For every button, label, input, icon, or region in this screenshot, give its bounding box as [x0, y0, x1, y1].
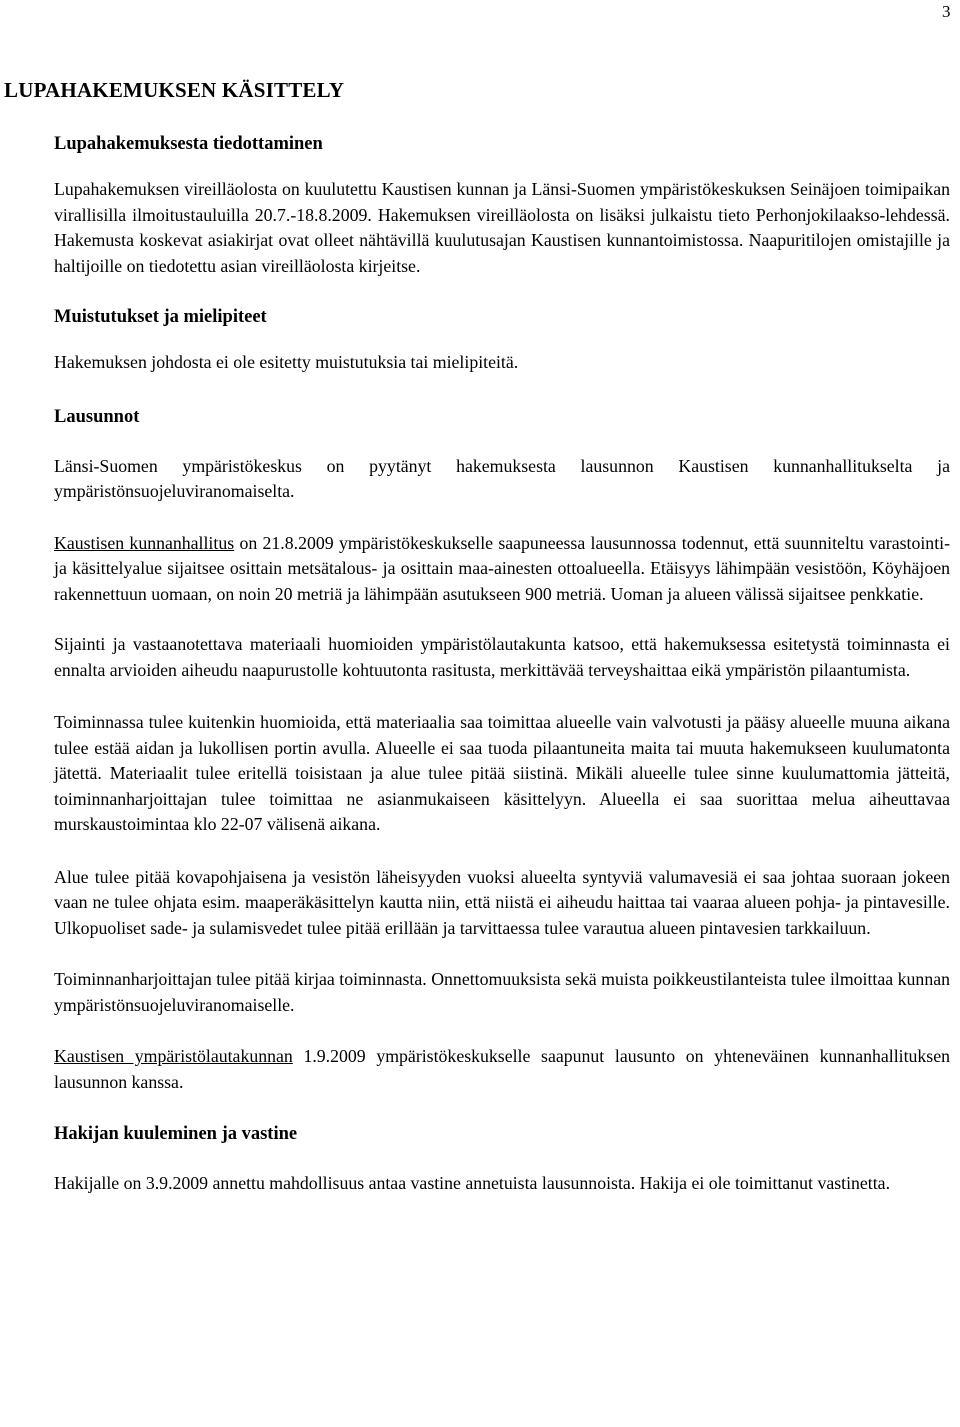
section-heading-kuuleminen: Hakijan kuuleminen ja vastine: [54, 1124, 298, 1144]
paragraph-surface-water: Alue tulee pitää kovapohjaisena ja vesistön läheisyyden vuoksi alueelta syntyviä valumavesiä ei saa johtaa suoraan jokeen vaan ne tulee ohjata esim. maaperäkäsittelyn kautta niin, että niistä ei aiheudu haittaa tai vaaraa alueen pohja- ja pintavesille. Ulkopuoliset sade- ja sulamisvedet tulee pitää erillään ja tarvittaessa tulee varautua alueen pintavesien tarkkailuun.: [54, 866, 950, 938]
ymparistolautakunta-statement-text: 1.9.2009 ympäristökeskukselle saapunut lausunto on yhteneväinen kunnanhallituksen lausunnon kanssa.: [54, 1046, 950, 1092]
section-heading-lausunnot: Lausunnot: [54, 406, 140, 427]
section-heading-tiedottaminen: Lupahakemuksesta tiedottaminen: [54, 134, 323, 154]
paragraph-kunnanhallitus-statement: [54, 531, 950, 608]
paragraph-ymparistolautakunta-statement: [54, 1044, 950, 1095]
page-number: 3: [942, 2, 951, 21]
paragraph-muistutukset: Hakemuksen johdosta ei ole esitetty muistutuksia tai mielipiteitä.: [54, 352, 519, 372]
paragraph-kuuleminen: Hakijalle on 3.9.2009 annettu mahdollisuus antaa vastine annetuista lausunnoista. Hakija ei ole toimittanut vastinetta.: [54, 1173, 891, 1193]
paragraph-lausunnot-request: Länsi-Suomen ympäristökeskus on pyytänyt hakemuksesta lausunnon Kaustisen kunnanhallitukselta ja ympäristönsuojeluviranomaiselta.: [54, 455, 950, 501]
paragraph-record-keeping: Toiminnanharjoittajan tulee pitää kirjaa toiminnasta. Onnettomuuksista sekä muista poikkeustilanteista tulee ilmoittaa kunnan ympäristönsuojeluviranomaiselle.: [54, 969, 950, 1015]
kunnanhallitus-statement-text: on 21.8.2009 ympäristökeskukselle saapuneessa lausunnossa todennut, että suunniteltu varastointi- ja käsittelyalue sijaitsee osittain metsätalous- ja osittain maa-ainesten ottoalueella. Etäisyys lähimpään vesistöön, Köyhäjoen rakennettuun uomaan, on noin 20 metriä ja lähimpään asutukseen 900 metriä. Uoman ja alueen välissä sijaitsee penkkatie.: [54, 532, 950, 604]
underlined-kunnanhallitus: Kaustisen kunnanhallitus: [54, 532, 235, 553]
paragraph-location-assessment: Sijainti ja vastaanotettava materiaali huomioiden ympäristölautakunta katsoo, että hakemuksessa esitetystä toiminnasta ei ennalta arvioiden aiheudu naapurustolle kohtuutonta rasitusta, merkittävää terveyshaittaa eikä ympäristön pilaantumista.: [54, 634, 950, 680]
document-body: [54, 131, 950, 1197]
section-heading-muistutukset: Muistutukset ja mielipiteet: [54, 307, 267, 327]
paragraph-tiedottaminen: Lupahakemuksen vireilläolosta on kuulutettu Kaustisen kunnan ja Länsi-Suomen ympäristökeskuksen Seinäjoen toimipaikan virallisilla ilmoitustauluilla 20.7.-18.8.2009. Hakemuksen vireilläolosta on lisäksi julkaistu tieto Perhonjokilaakso-lehdessä. Hakemusta koskevat asiakirjat ovat olleet nähtävillä kuulutusajan Kaustisen kunnantoimistossa. Naapuritilojen omistajille ja haltijoille on tiedotettu asian vireilläolosta kirjeitse.: [54, 179, 950, 276]
paragraph-operation-requirements: Toiminnassa tulee kuitenkin huomioida, että materiaalia saa toimittaa alueelle vain valvotusti ja pääsy alueelle muuna aikana tulee estää aidan ja lukollisen portin avulla. Alueelle ei saa tuoda pilaantuneita maita tai muuta hakemukseen kuulumatonta jätettä. Materiaalit tulee eritellä toisistaan ja alue tulee pitää siistinä. Mikäli alueelle tulee sinne kuulumattomia jätteitä, toiminnanharjoittajan tulee toimittaa ne asianmukaiseen käsittelyyn. Alueella ei saa suorittaa melua aiheuttavaa murskaustoimintaa klo 22-07 välisenä aikana.: [54, 712, 950, 834]
underlined-ymparistolautakunta: Kaustisen ympäristölautakunnan: [54, 1046, 293, 1066]
main-heading: LUPAHAKEMUKSEN KÄSITTELY: [4, 78, 345, 102]
